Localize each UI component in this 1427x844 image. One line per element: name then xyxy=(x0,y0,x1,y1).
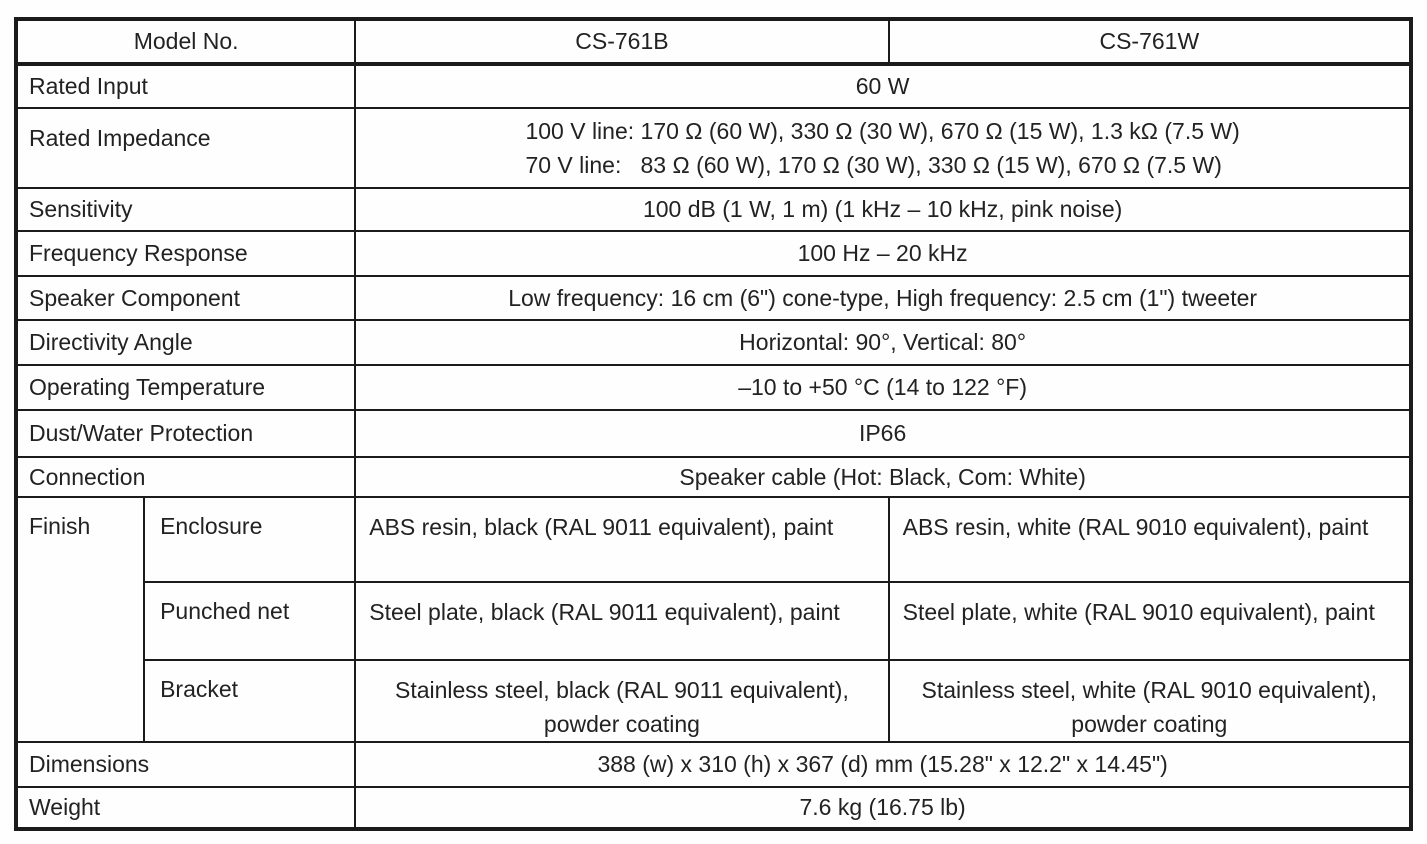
speaker-component-row xyxy=(16,276,1411,320)
bracket-cs761b-text: Stainless steel, black (RAL 9011 equivalent), powder coating xyxy=(394,677,849,737)
operating-temperature-value: –10 to +50 °C (14 to 122 °F) xyxy=(355,365,1411,410)
model-cs761w-header: CS-761W xyxy=(889,19,1411,64)
speaker-component-value: Low frequency: 16 cm (6") cone-type, High frequency: 2.5 cm (1") tweeter xyxy=(355,276,1411,320)
dimensions-row xyxy=(16,742,1411,787)
weight-value: 7.6 kg (16.75 lb) xyxy=(355,787,1411,829)
connection-label: Connection xyxy=(16,457,355,497)
finish-punched-net-row xyxy=(16,582,1411,660)
bracket-label: Bracket xyxy=(144,660,355,742)
punched-net-cs761w-value xyxy=(889,582,1411,660)
punched-net-cs761b-value xyxy=(355,582,888,660)
weight-row xyxy=(16,787,1411,829)
directivity-angle-label: Directivity Angle xyxy=(16,320,355,365)
impedance-70v-line: 70 V line: 83 Ω (60 W), 170 Ω (30 W), 330 Ω (15 W), 670 Ω (7.5 W) xyxy=(525,152,1222,178)
directivity-angle-value: Horizontal: 90°, Vertical: 80° xyxy=(355,320,1411,365)
dimensions-value: 388 (w) x 310 (h) x 367 (d) mm (15.28" x 12.2" x 14.45") xyxy=(355,742,1411,787)
weight-label: Weight xyxy=(16,787,355,829)
operating-temperature-label: Operating Temperature xyxy=(16,365,355,410)
sensitivity-label: Sensitivity xyxy=(16,188,355,231)
specification-table xyxy=(14,17,1413,831)
dust-water-protection-row xyxy=(16,410,1411,457)
bracket-cs761w-value xyxy=(889,660,1411,742)
rated-impedance-label: Rated Impedance xyxy=(16,108,355,188)
impedance-100v-line: 100 V line: 170 Ω (60 W), 330 Ω (30 W), 670 Ω (15 W), 1.3 kΩ (7.5 W) xyxy=(525,118,1240,144)
connection-row xyxy=(16,457,1411,497)
connection-value: Speaker cable (Hot: Black, Com: White) xyxy=(355,457,1411,497)
frequency-response-value: 100 Hz – 20 kHz xyxy=(355,231,1411,276)
rated-input-value: 60 W xyxy=(355,64,1411,108)
bracket-cs761w-text: Stainless steel, white (RAL 9010 equivalent), powder coating xyxy=(921,677,1378,737)
header-row xyxy=(16,19,1411,64)
sensitivity-row xyxy=(16,188,1411,231)
rated-impedance-row xyxy=(16,108,1411,188)
dust-water-protection-label: Dust/Water Protection xyxy=(16,410,355,457)
finish-label: Finish xyxy=(16,497,144,742)
enclosure-label: Enclosure xyxy=(144,497,355,582)
punched-net-cs761w-text: Steel plate, white (RAL 9010 equivalent), paint xyxy=(902,599,1375,625)
bracket-cs761b-value xyxy=(355,660,888,742)
sensitivity-value: 100 dB (1 W, 1 m) (1 kHz – 10 kHz, pink noise) xyxy=(355,188,1411,231)
dimensions-label: Dimensions xyxy=(16,742,355,787)
model-cs761b-header: CS-761B xyxy=(355,19,888,64)
rated-input-label: Rated Input xyxy=(16,64,355,108)
speaker-component-label: Speaker Component xyxy=(16,276,355,320)
frequency-response-row xyxy=(16,231,1411,276)
rated-input-row xyxy=(16,64,1411,108)
frequency-response-label: Frequency Response xyxy=(16,231,355,276)
punched-net-cs761b-text: Steel plate, black (RAL 9011 equivalent), paint xyxy=(369,599,840,625)
finish-enclosure-row xyxy=(16,497,1411,582)
directivity-angle-row xyxy=(16,320,1411,365)
rated-impedance-value xyxy=(525,114,1239,182)
enclosure-cs761w-value xyxy=(889,497,1411,582)
dust-water-protection-value: IP66 xyxy=(355,410,1411,457)
enclosure-cs761w-text: ABS resin, white (RAL 9010 equivalent), paint xyxy=(902,514,1369,540)
model-no-header: Model No. xyxy=(16,19,355,64)
enclosure-cs761b-value xyxy=(355,497,888,582)
finish-bracket-row xyxy=(16,660,1411,742)
rated-impedance-cell xyxy=(355,108,1411,188)
operating-temperature-row xyxy=(16,365,1411,410)
punched-net-label: Punched net xyxy=(144,582,355,660)
enclosure-cs761b-text: ABS resin, black (RAL 9011 equivalent), paint xyxy=(369,514,834,540)
